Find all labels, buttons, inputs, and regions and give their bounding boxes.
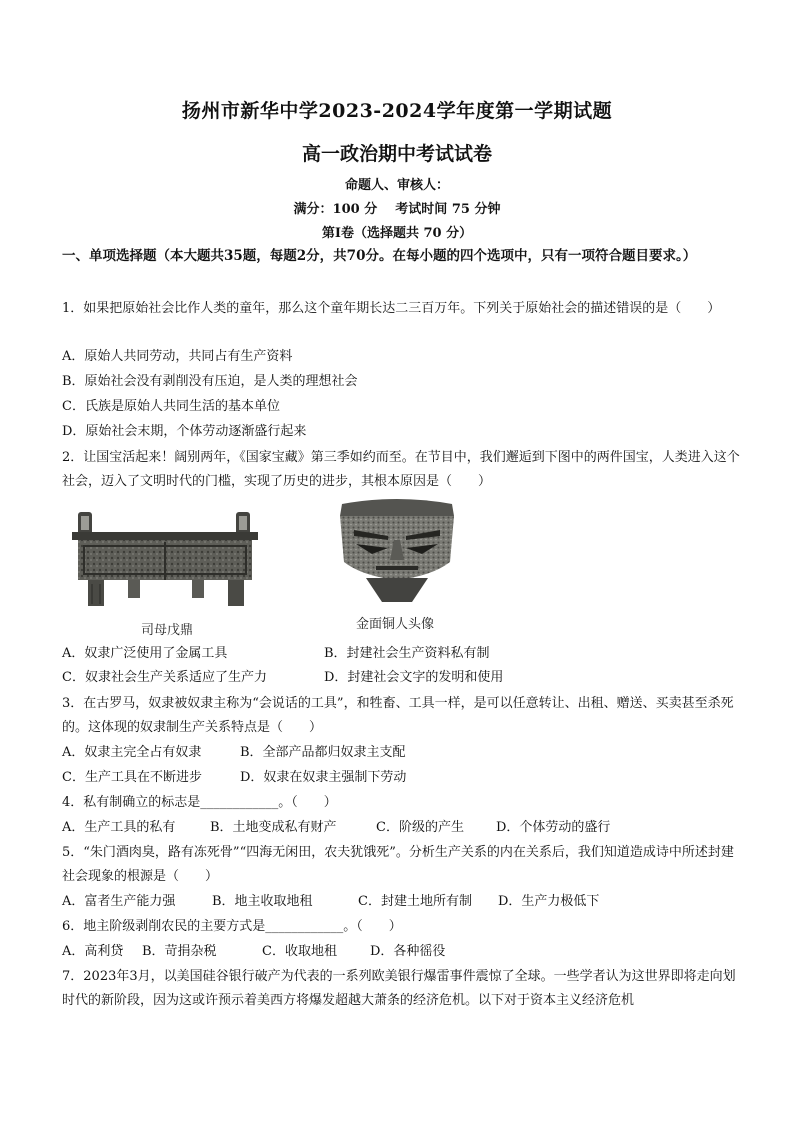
- question-6-stem: 6．地主阶级剥削农民的主要方式是____________。（ ）: [62, 919, 402, 934]
- question-4-option-d[interactable]: D．个体劳动的盛行: [496, 820, 611, 835]
- volume-heading: 第Ⅰ卷（选择题共 70 分）: [321, 226, 473, 241]
- question-3-stem: 3．在古罗马，奴隶被奴隶主称为“会说话的工具”，和牲畜、工具一样，是可以任意转让、出租、赠送、买卖甚至杀死的。这体现的奴隶制生产关系特点是（ ）: [62, 696, 734, 735]
- question-4-option-a[interactable]: A．生产工具的私有: [62, 820, 176, 835]
- question-3-options-row-2: [62, 766, 742, 790]
- question-3-option-c[interactable]: C．生产工具在不断进步: [62, 770, 202, 785]
- question-5-stem: 5．“朱门酒肉臭，路有冻死骨”“四海无闲田，农夫犹饿死”。分析生产关系的内在关系后，我们知道造成诗中所述封建社会现象的根源是（ ）: [62, 845, 734, 884]
- question-2-option-b[interactable]: B．封建社会生产资料私有制: [324, 646, 490, 661]
- question-3-option-b[interactable]: B．全部产品都归奴隶主支配: [240, 745, 406, 760]
- question-4-stem: 4．私有制确立的标志是____________。（ ）: [62, 795, 337, 810]
- question-2-option-c[interactable]: C．奴隶社会生产关系适应了生产力: [62, 670, 267, 685]
- figure-1-caption: 司母戊鼎: [141, 623, 194, 638]
- question-5-option-c[interactable]: C．封建土地所有制: [358, 894, 472, 909]
- authors-line: 命题人、审核人：: [344, 178, 449, 193]
- figure-2-caption: 金面铜人头像: [356, 617, 435, 632]
- question-6-option-c[interactable]: C．收取地租: [262, 944, 337, 959]
- question-2-options-row-1: [62, 642, 742, 666]
- question-1-option-b[interactable]: B．原始社会没有剥削没有压迫，是人类的理想社会: [62, 374, 358, 389]
- question-5-option-d[interactable]: D．生产力极低下: [498, 894, 600, 909]
- question-1-option-d[interactable]: D．原始社会末期，个体劳动逐渐盛行起来: [62, 424, 307, 439]
- question-7-stem: 7．2023年3月，以美国硅谷银行破产为代表的一系列欧美银行爆雷事件震惊了全球。一些学者认为这世界即将走向划时代的新阶段，因为这或许预示着美西方将爆发超越大萧条的经济危机。以下对于资本主义经济危机: [62, 969, 736, 1008]
- question-3-options-row-1: [62, 741, 742, 765]
- question-2-stem: 2．让国宝活起来！阔别两年，《国家宝藏》第三季如约而至。在节目中，我们邂逅到下图中的两件国宝，人类进入这个社会，迈入了文明时代的门槛，实现了历史的进步，其根本原因是（ ）: [62, 450, 740, 489]
- question-4-options-row: [62, 816, 742, 840]
- question-6-option-a[interactable]: A．高利贷: [62, 944, 124, 959]
- simuwu-ding-image: [68, 508, 268, 608]
- question-1-stem: 1．如果把原始社会比作人类的童年，那么这个童年期长达二三百万年。下列关于原始社会的描述错误的是（ ）: [62, 301, 721, 316]
- exam-title: 扬州市新华中学2023-2024学年度第一学期试题: [181, 100, 613, 122]
- bronze-head-illustration: [332, 496, 462, 604]
- question-6-option-b[interactable]: B．苛捐杂税: [142, 944, 217, 959]
- question-2-options-row-2: [62, 666, 742, 690]
- question-3-option-a[interactable]: A．奴隶主完全占有奴隶: [62, 745, 202, 760]
- question-5-option-a[interactable]: A．富者生产能力强: [62, 894, 176, 909]
- question-1-option-c[interactable]: C．氏族是原始人共同生活的基本单位: [62, 399, 280, 414]
- score-time-line: 满分：100 分 考试时间 75 分钟: [293, 202, 501, 217]
- question-1-option-a[interactable]: A．原始人共同劳动，共同占有生产资料: [62, 349, 293, 364]
- gold-mask-bronze-head-image: [332, 496, 462, 604]
- question-6-option-d[interactable]: D．各种徭役: [370, 944, 446, 959]
- question-5-options-row: [62, 890, 742, 914]
- question-4-option-c[interactable]: C．阶级的产生: [376, 820, 464, 835]
- section-instruction: 一、单项选择题（本大题共35题，每题2分，共70分。在每小题的四个选项中，只有一项符合题目要求。）: [62, 248, 697, 264]
- exam-subtitle: 高一政治期中考试试卷: [301, 143, 492, 165]
- question-5-option-b[interactable]: B．地主收取地租: [212, 894, 313, 909]
- question-3-option-d[interactable]: D．奴隶在奴隶主强制下劳动: [240, 770, 407, 785]
- question-2-option-d[interactable]: D．封建社会文字的发明和使用: [324, 670, 504, 685]
- question-2-option-a[interactable]: A．奴隶广泛使用了金属工具: [62, 646, 228, 661]
- ding-vessel-illustration: [68, 508, 268, 608]
- question-4-option-b[interactable]: B．土地变成私有财产: [210, 820, 337, 835]
- question-6-options-row: [62, 940, 742, 964]
